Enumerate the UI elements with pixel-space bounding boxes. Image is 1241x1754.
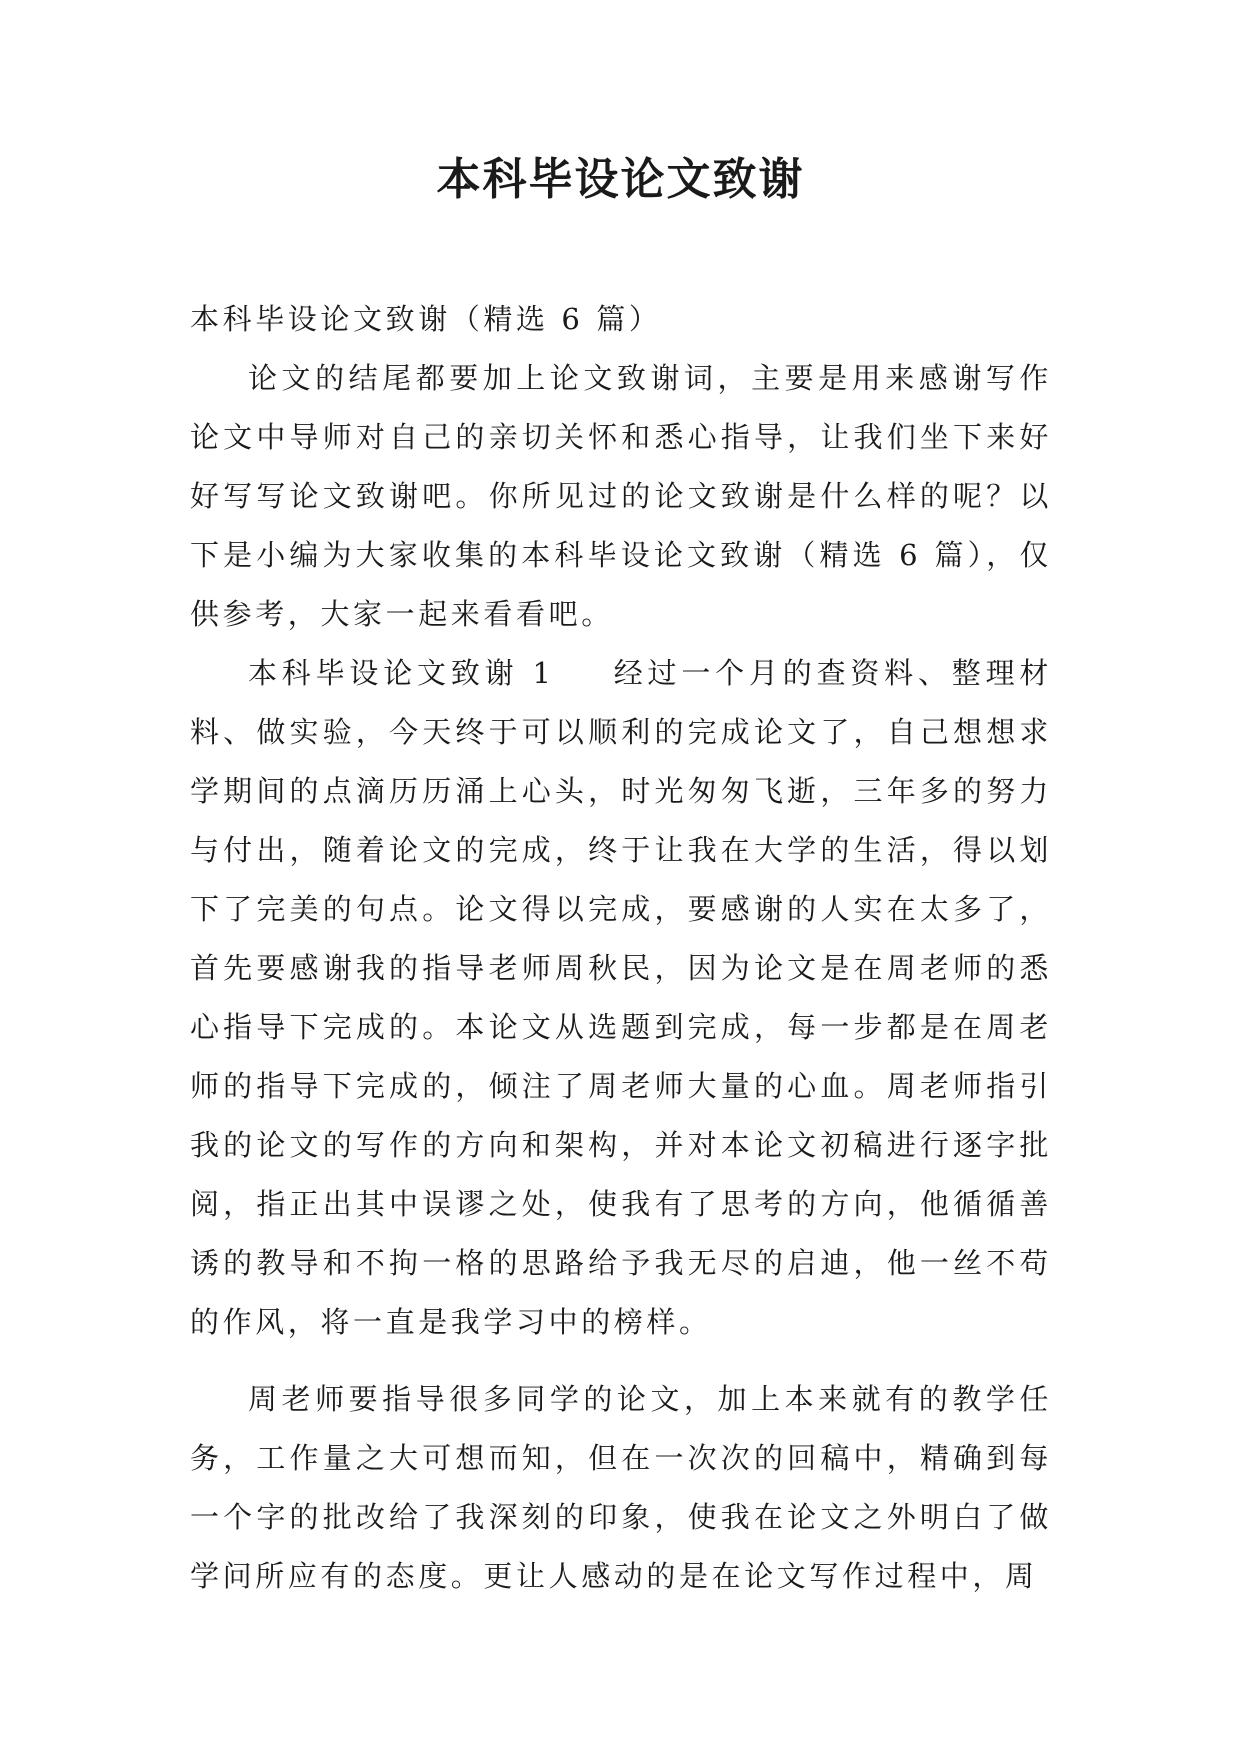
section-1-label: 本科毕设论文致谢 1 [248,656,555,690]
document-title: 本科毕设论文致谢 [436,154,805,205]
intro-paragraph: 论文的结尾都要加上论文致谢词，主要是用来感谢写作论文中导师对自己的亲切关怀和悉心指导，让我们坐下来好好写写论文致谢吧。你所见过的论文致谢是什么样的呢？以下是小编为大家收集的本科毕设论文致谢（精选 6 篇），仅供参考，大家一起来看看吧。 [190,361,1052,631]
document-body [190,290,1052,1606]
section-1-text: 经过一个月的查资料、整理材料、做实验，今天终于可以顺利的完成论文了，自己想想求学期间的点滴历历涌上心头，时光匆匆飞逝，三年多的努力与付出，随着论文的完成，终于让我在大学的生活，得以划下了完美的句点。论文得以完成，要感谢的人实在太多了，首先要感谢我的指导老师周秋民，因为论文是在周老师的悉心指导下完成的。本论文从选题到完成，每一步都是在周老师的指导下完成的，倾注了周老师大量的心血。周老师指引我的论文的写作的方向和架构，并对本论文初稿进行逐字批阅，指正出其中误谬之处，使我有了思考的方向，他循循善诱的教导和不拘一格的思路给予我无尽的启迪，他一丝不苟的作风，将一直是我学习中的榜样。 [190,656,1053,1339]
document-subtitle: 本科毕设论文致谢（精选 6 篇） [190,302,662,336]
paragraph-3: 周老师要指导很多同学的论文，加上本来就有的教学任务，工作量之大可想而知，但在一次次的回稿中，精确到每一个字的批改给了我深刻的印象，使我在论文之外明白了做学问所应有的态度。更让人感动的是在论文写作过程中，周 [190,1382,1052,1593]
section-1-paragraph [190,644,1052,1352]
